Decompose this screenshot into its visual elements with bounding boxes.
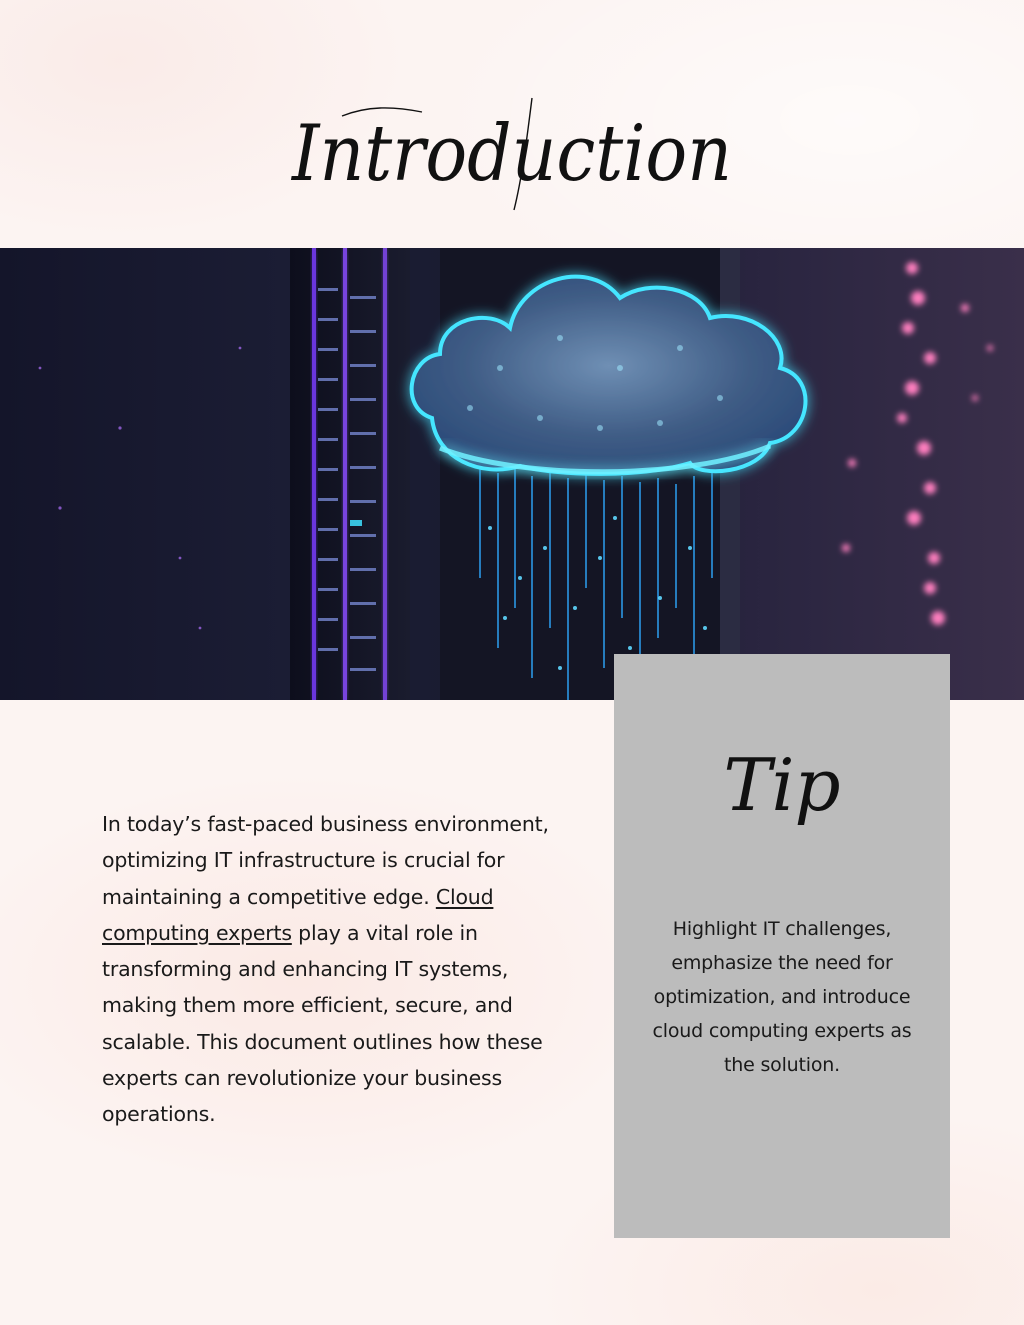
tip-box [614, 654, 950, 1238]
tip-title [614, 732, 950, 852]
tip-title-text: Tip [723, 743, 841, 827]
server-rack-left [290, 248, 410, 700]
cloud-computing-experts-link[interactable]: Cloud computing experts [102, 884, 494, 945]
hero-image [0, 248, 1024, 700]
intro-paragraph [102, 806, 562, 1133]
server-cloud-illustration [0, 248, 1024, 700]
pink-bokeh-lights [842, 262, 993, 625]
intro-text-end: play a vital role in transforming and enhancing IT systems, making them more efficient, secure, and scalable. This document outlines how these experts can revolutionize your business operations. [102, 920, 543, 1127]
page-title [0, 88, 1024, 228]
page-title-text: Introduction [290, 109, 732, 199]
intro-text-start: In today’s fast-paced business environment, optimizing IT infrastructure is crucial for maintaining a competitive edge. [102, 812, 549, 909]
tip-text: Highlight IT challenges, emphasize the need for optimization, and introduce cloud computing experts as the solution. [652, 918, 912, 1076]
